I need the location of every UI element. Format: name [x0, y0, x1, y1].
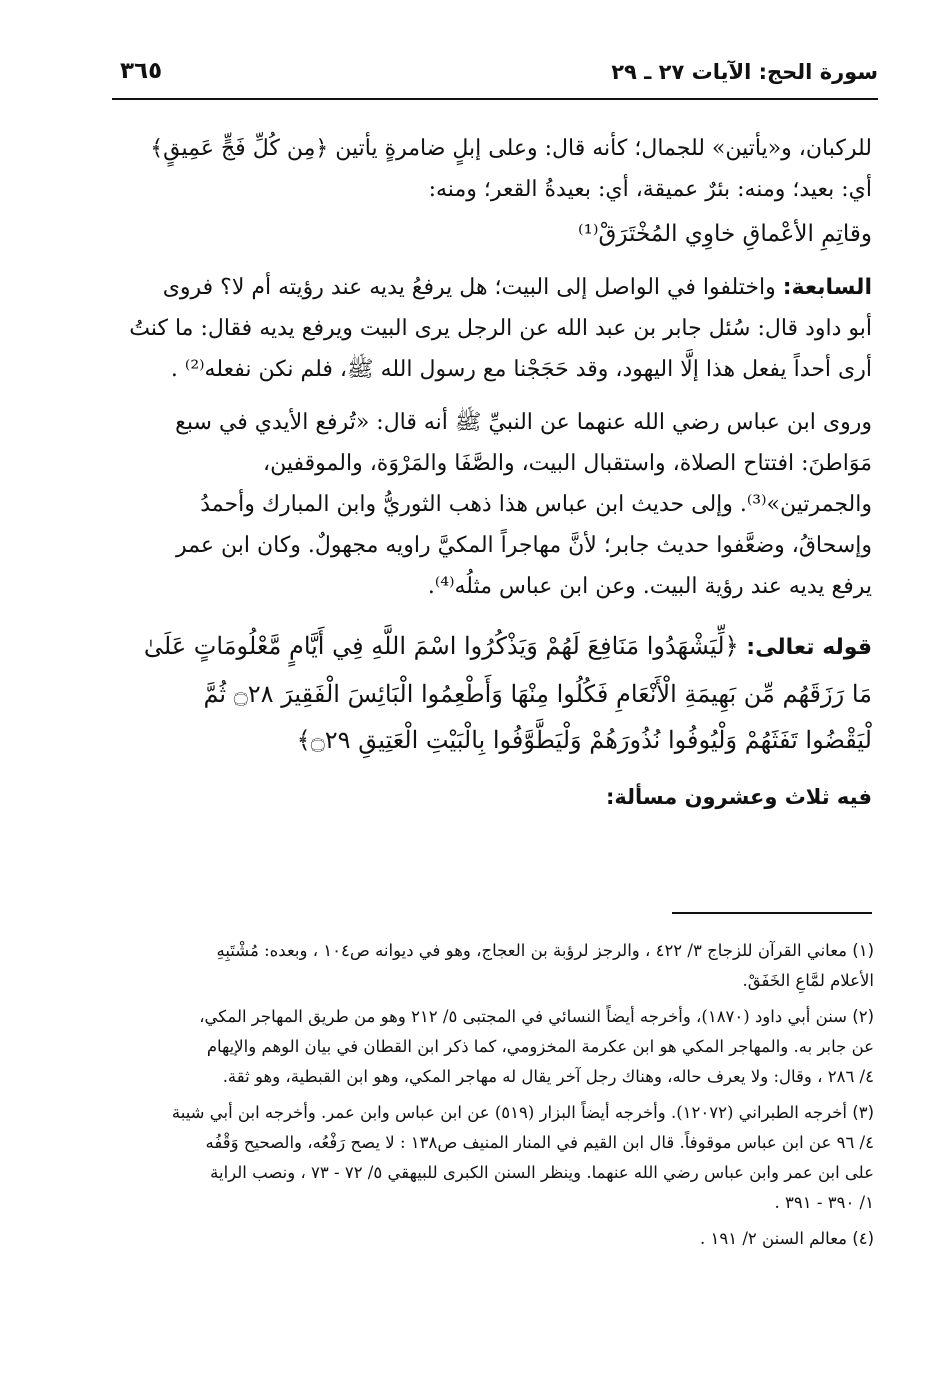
footnote-number: (٣) — [852, 1103, 874, 1122]
quran-line: مَا رَزَقَهُم مِّن بَهِيمَةِ الْأَنْعَامِ فَكُلُوا مِنْهَا وَأَطْعِمُوا الْبَائِسَ الْفَقِيرَ ۝٢٨ ثُمَّ — [203, 680, 872, 708]
paragraph-vocabulary — [104, 128, 872, 255]
poetry-verse: وقاتِمِ الأعْماقِ خاوِي المُخْتَرَقْ⁽¹⁾ — [577, 221, 872, 247]
text-line: والجمرتين»⁽³⁾. وإلى حديث ابن عباس هذا ذهب الثوريُّ وابن المبارك وأحمدُ — [200, 492, 872, 517]
quran-passage — [104, 623, 872, 763]
page-header — [112, 52, 878, 100]
text-line: وروى ابن عباس رضي الله عنهما عن النبيِّ ﷺ أنه قال: «تُرفع الأيدي في سبع — [175, 410, 872, 435]
footnote-line — [104, 1224, 874, 1254]
footnote — [104, 936, 874, 996]
text-line: يرفع يديه عند رؤية البيت. وعن ابن عباس مثلُه⁽⁴⁾. — [427, 574, 872, 599]
footnote-text: معاني القرآن للزجاج ٣/ ٤٢٢ ، والرجز لرؤبة بن العجاج، وهو في ديوانه ص١٠٤ ، وبعده: مُشْتَبِهِ — [216, 941, 847, 960]
footnotes — [104, 936, 874, 1260]
running-title: سورة الحج: الآيات ٢٧ ـ ٢٩ — [611, 60, 878, 84]
footnote-line — [104, 1098, 874, 1128]
footnote-line — [104, 936, 874, 966]
footnote-text: سنن أبي داود (١٨٧٠)، وأخرجه أيضاً النسائي في المجتبى ٥/ ٢١٢ وهو من طريق المهاجر المكي، — [199, 1007, 847, 1026]
page-number: ٣٦٥ — [120, 58, 163, 84]
footnote-number: (١) — [852, 941, 874, 960]
text-line: للركبان، و«يأتين» للجمال؛ كأنه قال: وعلى إبلٍ ضامرةٍ يأتين ﴿مِن كُلِّ فَجٍّ عَمِيقٍ﴾ — [150, 136, 872, 161]
text-line: مَوَاطنَ: افتتاح الصلاة، واستقبال البيت، والصَّفَا والمَرْوَة، والموقفين، — [263, 451, 872, 476]
footnote — [104, 1002, 874, 1092]
footnote-line: على ابن عمر وابن عباس رضي الله عنهما. وينظر السنن الكبرى للبيهقي ٥/ ٧٢ - ٧٣ ، ونصب الراية — [210, 1163, 874, 1182]
footnote-text: معالم السنن ٢/ ١٩١ . — [700, 1229, 847, 1248]
footnote-line — [104, 1002, 874, 1032]
footnote — [104, 1098, 874, 1218]
quran-label: قوله تعالى: — [746, 635, 872, 660]
quran-line: لْيَقْضُوا تَفَثَهُمْ وَلْيُوفُوا نُذُورَهُمْ وَلْيَطَّوَّفُوا بِالْبَيْتِ الْعَتِيقِ ۝٢٩﴾ — [296, 726, 872, 754]
text-line: أي: بعيد؛ ومنه: بئرٌ عميقة، أي: بعيدةُ القعر؛ ومنه: — [428, 177, 872, 202]
footnote-text: أخرجه الطبراني (١٢٠٧٢). وأخرجه أيضاً البزار (٥١٩) عن ابن عباس وابن عمر. وأخرجه ابن أبي شيبة — [171, 1103, 847, 1122]
footnote — [104, 1224, 874, 1254]
footnote-line: الأعلام لمَّاعِ الخَفَقْ. — [742, 971, 874, 990]
footnote-line: عن جابر به. والمهاجر المكي هو ابن عكرمة المخزومي، كما ذكر ابن القطان في بيان الوهم والإيهام — [206, 1037, 874, 1056]
paragraph-hadith — [104, 402, 872, 607]
issues-heading: فيه ثلاث وعشرون مسألة: — [605, 785, 872, 809]
text-line: وإسحاقُ، وضعَّفوا حديث جابر؛ لأنَّ مهاجراً المكيَّ راويه مجهولٌ. وكان ابن عمر — [176, 533, 872, 558]
text-line — [104, 623, 872, 671]
paragraph-seventh-issue — [104, 267, 872, 390]
text-line — [104, 267, 872, 308]
issue-label: السابعة: — [782, 275, 872, 300]
footnote-line: ١/ ٣٩٠ - ٣٩١ . — [774, 1193, 874, 1212]
text-run: واختلفوا في الواصل إلى البيت؛ هل يرفعُ يديه عند رؤيته أم لا؟ فروى — [162, 275, 776, 300]
main-text — [104, 128, 872, 817]
text-line: أبو داود قال: سُئل جابر بن عبد الله عن الرجل يرى البيت ويرفع يديه فقال: ما كنتُ — [129, 316, 872, 341]
footnote-number: (٢) — [852, 1007, 874, 1026]
footnote-line: ٤/ ٢٨٦ ، وقال: ولا يعرف حاله، وهناك رجل آخر يقال له مهاجر المكي، وهو ابن القبطية، وهو ثقة. — [222, 1067, 874, 1086]
quran-text: ﴿لِّيَشْهَدُوا مَنَافِعَ لَهُمْ وَيَذْكُرُوا اسْمَ اللَّهِ فِي أَيَّامٍ مَّعْلُومَاتٍ عَلَىٰ — [143, 632, 739, 660]
text-line: أرى أحداً يفعل هذا إلَّا اليهود، وقد حَجَجْنا مع رسول الله ﷺ، فلم نكن نفعله⁽²⁾ . — [170, 357, 872, 382]
footnote-separator — [672, 912, 872, 914]
footnote-line: ٤/ ٩٦ عن ابن عباس موقوفاً. قال ابن القيم في المنار المنيف ص١٣٨ : لا يصح رَفْعُه، والصحيح وَقْفُه — [205, 1133, 874, 1152]
footnote-number: (٤) — [852, 1229, 874, 1248]
